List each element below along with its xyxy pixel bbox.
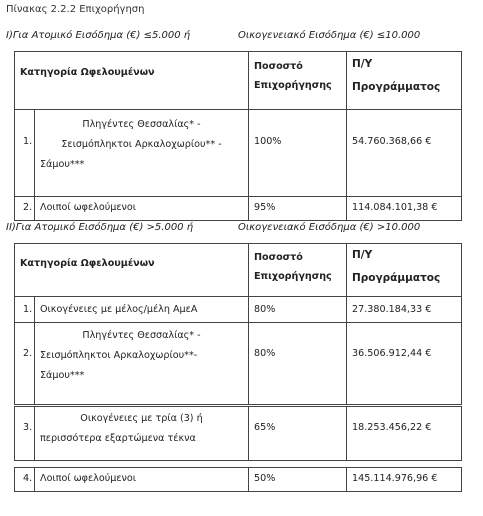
category-line: Σεισμόπληκτοι Αρκαλοχωρίου** - (61, 139, 222, 150)
row-budget: 36.506.912,44 € (347, 323, 462, 405)
section-1-left: I)Για Ατομικό Εισόδημα (€) ≤5.000 ή (6, 30, 191, 41)
table-row (15, 197, 462, 221)
row-category (35, 110, 249, 197)
category-line: περισσότερα εξαρτώμενα τέκνα (40, 433, 196, 444)
category-line: Πληγέντες Θεσσαλίας* - (82, 119, 201, 130)
header-percent-line1: Ποσοστό (254, 61, 303, 72)
category-line: Σάμου*** (40, 159, 85, 170)
row-percent: 80% (249, 297, 347, 323)
header-percent-line1: Ποσοστό (254, 252, 303, 263)
header-percent-line2: Επιχορήγησης (254, 80, 332, 91)
header-budget-line1: Π/Υ (352, 58, 373, 70)
header-category: Κατηγορία Ωφελουμένων (15, 244, 249, 297)
row-number: 3. (15, 407, 35, 461)
table-1 (14, 51, 462, 221)
row-category (35, 407, 249, 461)
row-number: 4. (15, 468, 35, 492)
row-percent: 50% (249, 468, 347, 492)
row-category (35, 323, 249, 405)
category-line: Πληγέντες Θεσσαλίας* - (82, 330, 201, 341)
category-line: Οικογένειες με τρία (3) ή (80, 413, 203, 424)
row-number: 2. (15, 323, 35, 405)
table-1-header-row (15, 52, 462, 110)
header-budget-line2: Προγράμματος (352, 272, 441, 284)
section-1-right: Οικογενειακό Εισόδημα (€) ≤10.000 (238, 30, 421, 41)
section-2-right: Οικογενειακό Εισόδημα (€) >10.000 (238, 222, 421, 233)
header-percent-line2: Επιχορήγησης (254, 271, 332, 282)
header-budget (347, 52, 462, 110)
row-number: 1. (15, 110, 35, 197)
table-row (15, 110, 462, 197)
table-caption: Πίνακας 2.2.2 Επιχορήγηση (6, 4, 145, 15)
row-budget: 54.760.368,66 € (347, 110, 462, 197)
table-3 (14, 406, 462, 461)
header-category: Κατηγορία Ωφελουμένων (15, 52, 249, 110)
table-4 (14, 467, 462, 492)
table-row (15, 323, 462, 405)
header-percent (249, 52, 347, 110)
category-line: Σάμου*** (40, 370, 85, 381)
header-percent (249, 244, 347, 297)
row-percent: 95% (249, 197, 347, 221)
section-1-heading (6, 30, 190, 41)
table-2-header-row (15, 244, 462, 297)
row-percent: 80% (249, 323, 347, 405)
row-category: Οικογένειες με μέλος/μέλη ΑμεΑ (35, 297, 249, 323)
category-line: Σεισμόπληκτοι Αρκαλοχωρίου**- (40, 350, 198, 361)
row-category: Λοιποί ωφελούμενοι (35, 197, 249, 221)
section-2-left: II)Για Ατομικό Εισόδημα (€) >5.000 ή (6, 222, 194, 233)
row-number: 1. (15, 297, 35, 323)
header-budget (347, 244, 462, 297)
row-number: 2. (15, 197, 35, 221)
row-category: Λοιποί ωφελούμενοι (35, 468, 249, 492)
row-budget: 114.084.101,38 € (347, 197, 462, 221)
row-budget: 18.253.456,22 € (347, 407, 462, 461)
header-budget-line1: Π/Υ (352, 249, 373, 261)
row-budget: 145.114.976,96 € (347, 468, 462, 492)
table-row (15, 407, 462, 461)
row-percent: 65% (249, 407, 347, 461)
table-2 (14, 243, 462, 405)
row-budget: 27.380.184,33 € (347, 297, 462, 323)
row-percent: 100% (249, 110, 347, 197)
table-row (15, 468, 462, 492)
table-row (15, 297, 462, 323)
header-budget-line2: Προγράμματος (352, 81, 441, 93)
